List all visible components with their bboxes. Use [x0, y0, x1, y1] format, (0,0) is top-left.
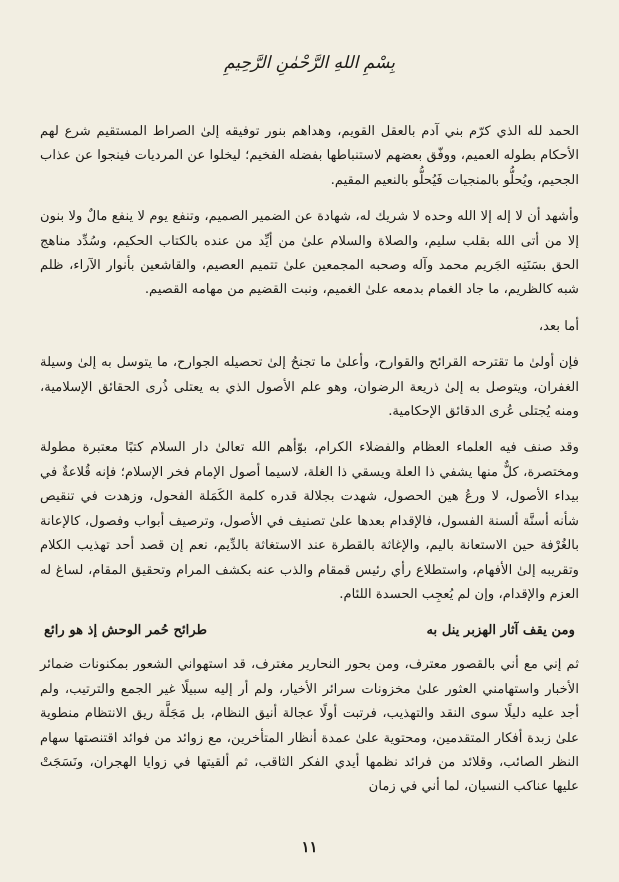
paragraph-testimony: وأشهد أن لا إله إلا الله وحده لا شريك له، شهادة عن الضمير الصميم، وتنفع يوم لا ينفع مالٌ ولا بنون إلا من أتى الله بقلب سليم، والصلاة والسلام علىٰ من أيِّد من عنده بالكتاب الحكيم، وسُدِّد مناهج الحق بسَنَنِه الجَريم محمد وآله وصحبه المجمعين علىٰ تتميم العصيم، والقاشعين بأنوار الآراء، ظلم شبه كالظريم، ما جاد الغمام بدمعه علىٰ الغميم، ونبت القضيم من مهامه القصيم.: [40, 209, 579, 298]
paragraph-scholars: وقد صنف فيه العلماء العظام والفضلاء الكرام، بوّأهم الله تعالىٰ دار السلام كتبًا معتبرة مطولة ومختصرة، كلٌّ منها يشفي ذا العلة ويسقي ذا الغلة، لاسيما أصول الإمام فخر الإسلام؛ فإنه قُلاعةٌ في بيداء الأصول، لا ورعُ هين الحصول، شهدت بجلالة قدره كلمة الكَمَلة الفحول، وزهدت في تنقيص شأنه أسنَّة ألسنة الفسول، فالإقدام بعدها علىٰ تصنيف في الأصول، وترصيف أبواب وفصول، كالإعانة بالغُرْفة حين الاستعانة باليم، والإغاثة بالقطرة عند الاستغاثة بالدِّيم، نعم إن قصد أحد تهذيب الكلام وتقريبه إلىٰ الأفهام، واستطلاع رأي رئيس قمقام والذب عنه بكشف المرام وتحقيق المقام، لساغ له العزم والإقدام، وإن لم يُعجِب الحسدة اللئام.: [40, 440, 579, 602]
verse-second-hemistich: طرائح حُمر الوحش إذ هو رائع: [44, 623, 208, 639]
basmala-heading: بِسْمِ اللهِ الرَّحْمٰنِ الرَّحِيمِ: [224, 53, 395, 73]
verse-first-hemistich: ومن يقف آثار الهزبر ينل به: [426, 623, 575, 639]
paragraph-usul-intro: فإن أولىٰ ما تقترحه القرائح والقوارح، وأعلىٰ ما تجنحُ إلىٰ تحصيله الجوارح، ما يتوسل به إلىٰ وسيلة الغفران، ويتوصل به إلىٰ ذريعة الرضوان، وهو علم الأصول الذي به يعتلى ذُرى الحقائق الإسلامية، ومنه يُجتلى عُرى الدقائق الإحكامية.: [40, 355, 579, 420]
poetry-verse: [40, 619, 579, 643]
paragraph-closing: ثم إني مع أني بالقصور معترف، ومن بحور النحارير مغترف، قد استهواني الشعور بمكنونات ضمائر الأخبار واستهامني العثور علىٰ مخزونات سرائر الأخيار، ولم أر إليه سبيلًا غير الجمع والترتيب، ولم أجد عليه دليلًا سوى النقد والتهذيب، فرتبت أولًا عجالة أنيق النظام، بل مَجَلَّة ريق الانتظام منطوية علىٰ زبدة أفكار المتقدمين، ومحتوية علىٰ عمدة أنظار المتأخرين، مع زوائد من فوائد اقتنصتها سهام النظر الصائب، وقلائد من فرائد نظمها أيدي الفكر الثاقب، ثم ألقيتها في زوايا الهجران، ونَسَجَتْ عليها عناكب النسيان، لما أني في زمان: [40, 657, 579, 795]
paragraph-amma-baad: أما بعد،: [538, 318, 579, 334]
paragraph-praise: الحمد لله الذي كرّم بني آدم بالعقل القويم، وهداهم بنور توفيقه إلىٰ الصراط المستقيم شرع لهم الأحكام بطوله العميم، ووفّق بعضهم لاستنباطها بفضله الفخيم؛ ليخلوا عن المرديات فينجوا عن عذاب الجحيم، ويُحلُّو بالمنجيات فَيُحلُّو بالنعيم المقيم.: [40, 124, 579, 188]
page-number: ١١: [301, 838, 318, 856]
